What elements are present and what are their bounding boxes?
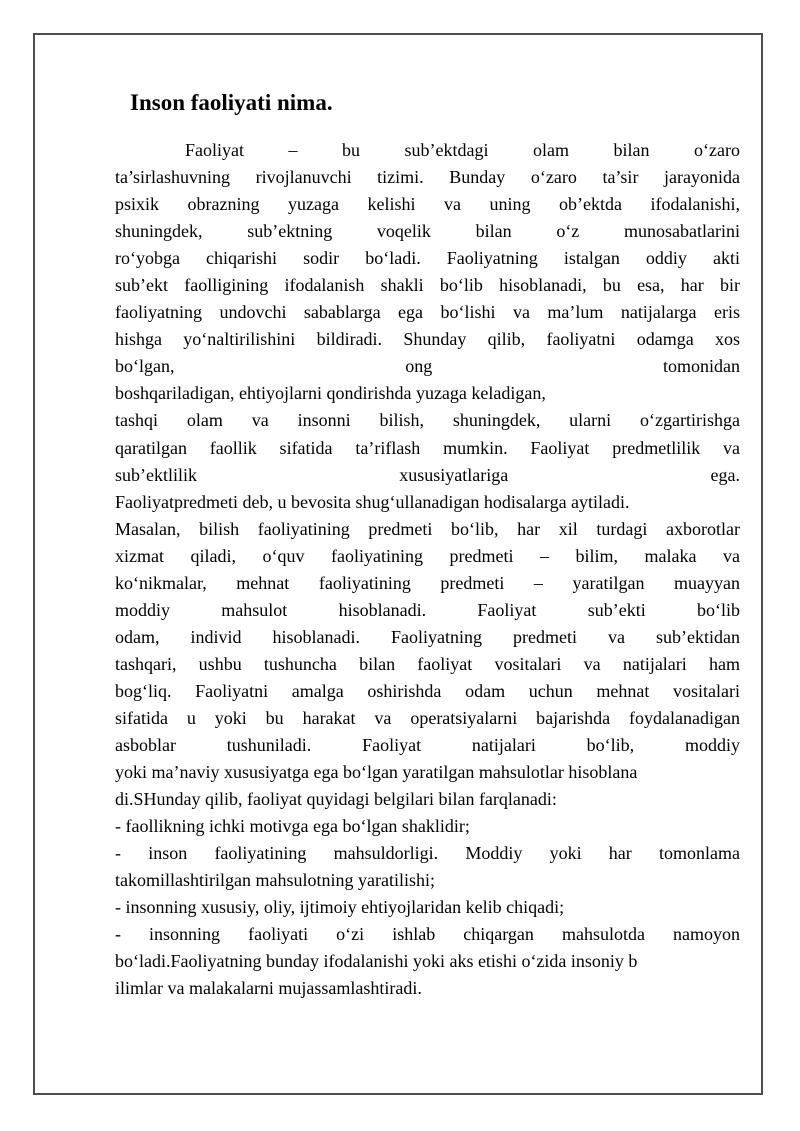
text-line: ro‘yobga chiqarishi sodir bo‘ladi. Faoliyatning istalgan oddiy akti [115, 248, 740, 269]
text-line: xizmat qiladi, o‘quv faoliyatining predmeti – bilim, malaka va [115, 545, 740, 566]
body-paragraph [115, 137, 740, 1003]
list-item: - insonning faoliyati o‘zi ishlab chiqargan mahsulotda namoyon [115, 924, 740, 945]
text-line: takomillashtirilgan mahsulotning yaratilishi; [115, 870, 435, 891]
text-line: Faoliyat – bu sub’ektdagi olam bilan o‘zaro [185, 140, 740, 160]
text-line: ilimlar va malakalarni mujassamlashtiradi. [115, 978, 422, 999]
text-line: shuningdek, sub’ektning voqelik bilan o‘z munosabatlarini [115, 221, 740, 242]
text-line: odam, individ hisoblanadi. Faoliyatning predmeti va sub’ektidan [115, 626, 740, 647]
text-line: hishga yo‘naltirilishini bildiradi. Shunday qilib, faoliyatni odamga xos [115, 329, 740, 350]
text-line: psixik obrazning yuzaga kelishi va uning ob’ektda ifodalanishi, [115, 194, 740, 215]
text-line: faoliyatning undovchi sabablarga ega bo‘lishi va ma’lum natijalarga eris [115, 302, 740, 323]
text-line: Masalan, bilish faoliyatining predmeti bo‘lib, har xil turdagi axborotlar [115, 518, 740, 539]
text-line: sifatida u yoki bu harakat va operatsiyalarni bajarishda foydalanadigan [115, 707, 740, 728]
text-line: bo‘ladi.Faoliyatning bunday ifodalanishi yoki aks etishi o‘zida insoniy b [115, 951, 638, 972]
text-line: yoki ma’naviy xususiyatga ega bo‘lgan yaratilgan mahsulotlar hisoblana [115, 762, 638, 783]
text-line: bog‘liq. Faoliyatni amalga oshirishda odam uchun mehnat vositalari [115, 680, 740, 701]
text-line: moddiy mahsulot hisoblanadi. Faoliyat sub’ekti bo‘lib [115, 599, 740, 620]
text-line: qaratilgan faollik sifatida ta’riflash mumkin. Faoliyat predmetlilik va [115, 437, 740, 458]
text-line: ko‘nikmalar, mehnat faoliyatining predmeti – yaratilgan muayyan [115, 572, 740, 593]
text-line: asboblar tushuniladi. Faoliyat natijalari bo‘lib, moddiy [115, 735, 740, 756]
list-item: - faollikning ichki motivga ega bo‘lgan shaklidir; [115, 816, 470, 837]
text-line: di.SHunday qilib, faoliyat quyidagi belgilari bilan farqlanadi: [115, 789, 557, 810]
list-item: - insonning xususiy, oliy, ijtimoiy ehtiyojlaridan kelib chiqadi; [115, 897, 565, 918]
text-line: tashqi olam va insonni bilish, shuningdek, ularni o‘zgartirishga [115, 410, 740, 431]
document-title: Inson faoliyati nima. [130, 90, 333, 115]
text-line: tashqari, ushbu tushuncha bilan faoliyat vositalari va natijalari ham [115, 653, 740, 674]
list-item: - inson faoliyatining mahsuldorligi. Moddiy yoki har tomonlama [115, 843, 740, 864]
text-line: sub’ekt faolligining ifodalanish shakli bo‘lib hisoblanadi, bu esa, har bir [115, 275, 740, 296]
text-line: boshqariladigan, ehtiyojlarni qondirishda yuzaga keladigan, [115, 383, 546, 404]
text-line: sub’ektlilik xususiyatlariga ega. [115, 464, 740, 485]
text-line: Faoliyatpredmeti deb, u bevosita shug‘ullanadigan hodisalarga aytiladi. [115, 491, 630, 512]
text-line: ta’sirlashuvning rivojlanuvchi tizimi. Bunday o‘zaro ta’sir jarayonida [115, 167, 740, 188]
text-line: bo‘lgan, ong tomonidan [115, 356, 740, 377]
